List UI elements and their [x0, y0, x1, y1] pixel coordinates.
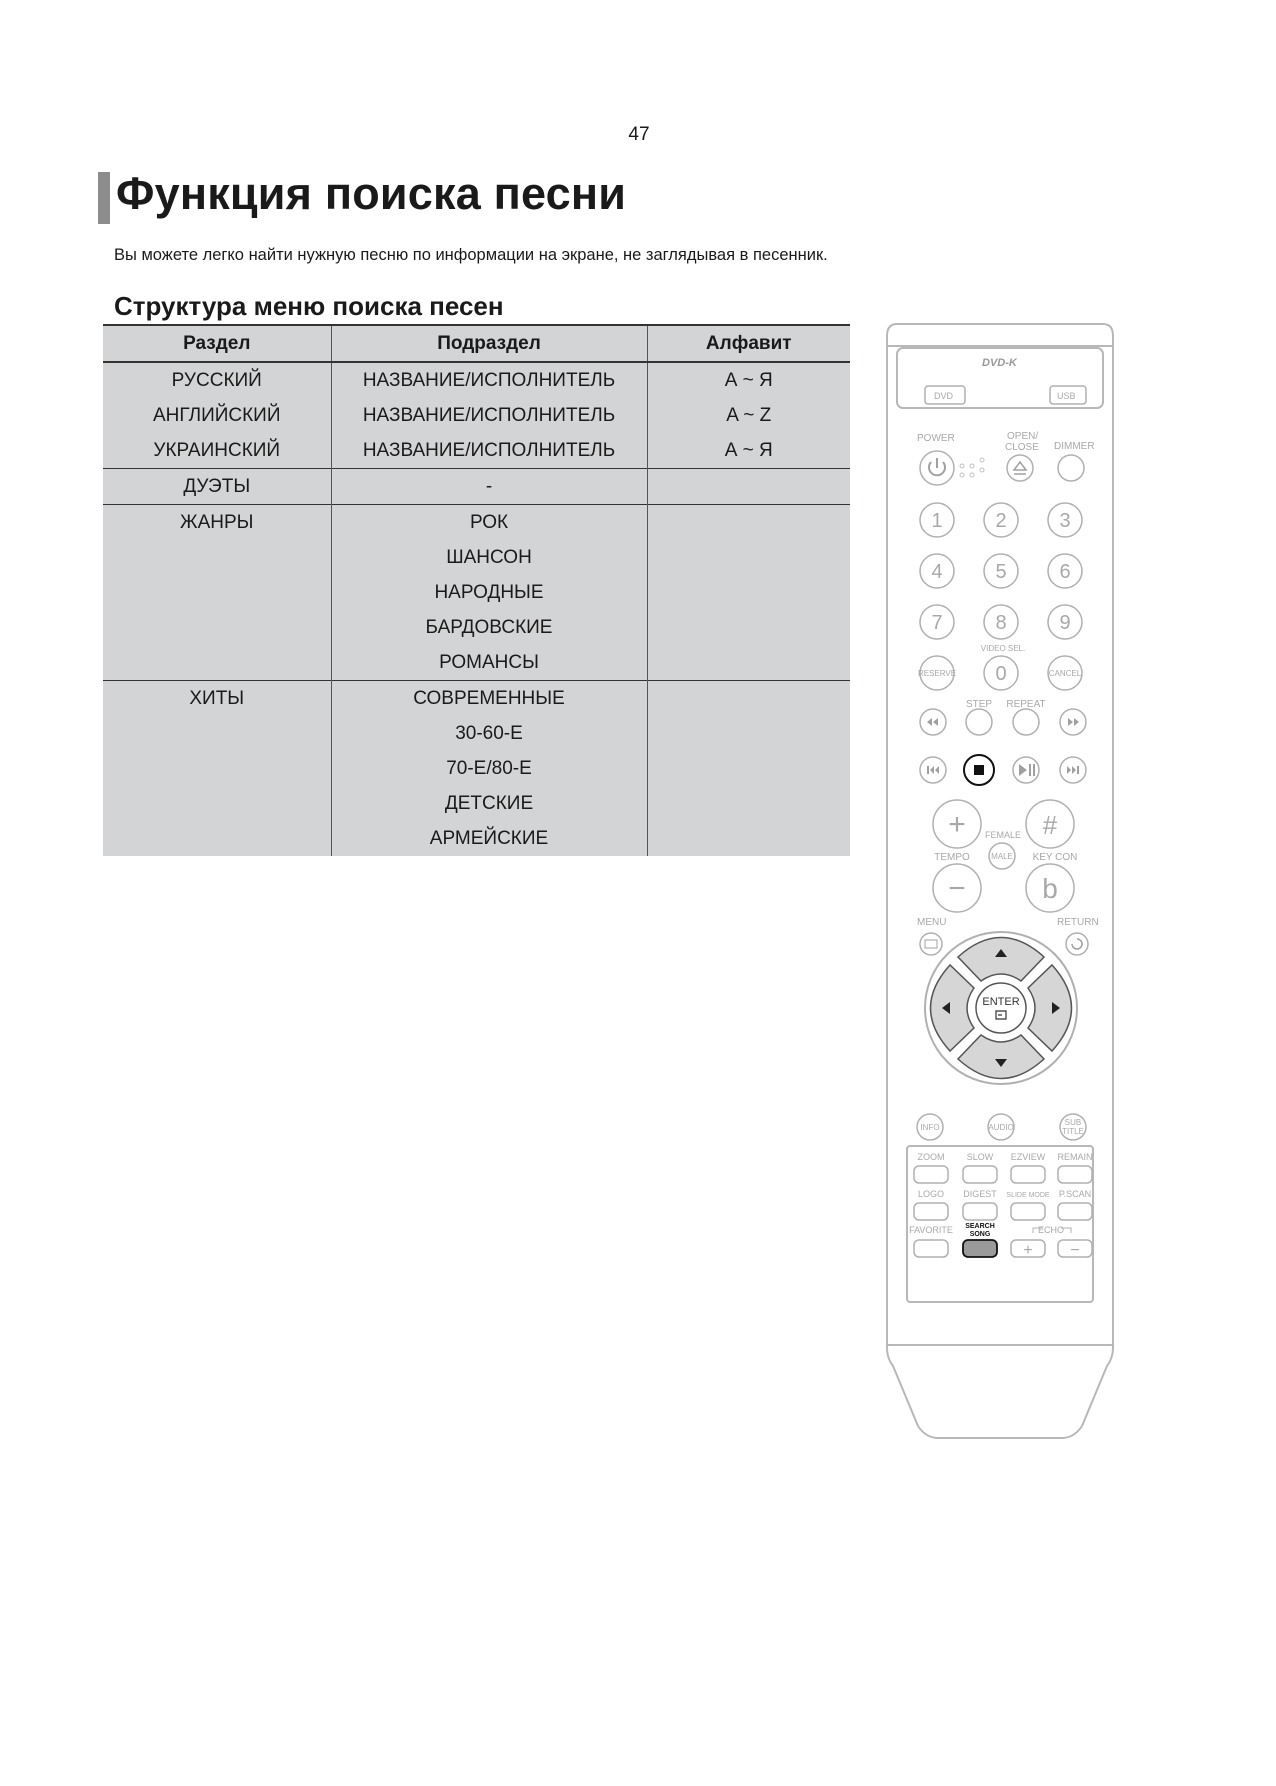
- return-label: RETURN: [1057, 917, 1099, 928]
- section-cell: [103, 505, 331, 681]
- slide-mode-label: SLIDE MODE: [1006, 1192, 1050, 1199]
- header-subsection: Подраздел: [331, 325, 647, 362]
- subsection-cell: [331, 505, 647, 681]
- search-song-label-1: SEARCH: [965, 1223, 995, 1230]
- table-group-languages: [103, 362, 850, 469]
- digit-7-label: 7: [931, 612, 943, 634]
- search-song-label-2: SONG: [969, 1231, 991, 1238]
- slow-button[interactable]: [963, 1166, 997, 1183]
- cancel-label: CANCEL: [1048, 669, 1082, 678]
- remain-label: REMAIN: [1057, 1152, 1093, 1162]
- section-value: РУССКИЙ: [171, 370, 262, 391]
- echo-label: ECHO: [1037, 1225, 1065, 1235]
- pscan-button[interactable]: [1058, 1203, 1092, 1220]
- subsection-cell: [331, 681, 647, 857]
- male-label: MALE: [991, 852, 1013, 861]
- subsection-value: РОМАНСЫ: [439, 652, 539, 673]
- table-group-hits: [103, 681, 850, 857]
- navigation-pad[interactable]: [925, 932, 1077, 1084]
- enter-button[interactable]: [976, 983, 1026, 1033]
- subsection-value: АРМЕЙСКИЕ: [429, 828, 549, 849]
- subsection-value: 30-60-Е: [455, 723, 523, 744]
- ezview-label: EZVIEW: [1010, 1152, 1046, 1162]
- power-icon: [929, 458, 945, 475]
- return-button[interactable]: [1066, 933, 1088, 955]
- page-title: Функция поиска песни: [116, 168, 627, 219]
- echo-minus-label: −: [1070, 1242, 1080, 1259]
- digit-0-label: 0: [995, 663, 1007, 685]
- header-alphabet: Алфавит: [647, 325, 850, 362]
- nav-up-button[interactable]: [958, 938, 1044, 982]
- subsection-value: ШАНСОН: [446, 547, 532, 568]
- subsection-value: НАЗВАНИЕ/ИСПОЛНИТЕЛЬ: [362, 370, 616, 391]
- next-icon: [1067, 766, 1079, 774]
- female-label: FEMALE: [984, 830, 1022, 840]
- open-close-button[interactable]: [1007, 455, 1033, 481]
- table-group-genres: [103, 505, 850, 681]
- subsection-value: НАЗВАНИЕ/ИСПОЛНИТЕЛЬ: [362, 405, 616, 426]
- power-label: POWER: [917, 433, 955, 444]
- repeat-button[interactable]: [1013, 709, 1039, 735]
- alphabet-value: А ~ Я: [724, 370, 773, 391]
- section-cell: [103, 681, 331, 857]
- favorite-label: FAVORITE: [909, 1225, 953, 1235]
- favorite-button[interactable]: [914, 1240, 948, 1257]
- subsection-value: НАРОДНЫЕ: [434, 582, 544, 603]
- nav-down-button[interactable]: [958, 1035, 1044, 1079]
- play-pause-icon: [1019, 764, 1035, 776]
- digit-9-label: 9: [1059, 612, 1071, 634]
- open-close-label-2: CLOSE: [1005, 442, 1039, 453]
- flat-label: b: [1042, 873, 1058, 904]
- search-menu-table: [103, 324, 850, 856]
- table-row: [103, 362, 850, 469]
- zoom-label: ZOOM: [917, 1152, 945, 1162]
- usb-label: USB: [1057, 391, 1076, 401]
- dvd-label: DVD: [934, 391, 954, 401]
- title-accent-bar: [98, 172, 110, 224]
- digest-button[interactable]: [963, 1203, 997, 1220]
- nav-right-button[interactable]: [1028, 965, 1072, 1051]
- nav-left-button[interactable]: [931, 965, 975, 1051]
- subsection-value: ДЕТСКИЕ: [444, 793, 534, 814]
- open-close-label: OPEN/: [1007, 431, 1039, 442]
- subsection-value: -: [485, 476, 493, 497]
- echo-plus-label: +: [1023, 1242, 1033, 1259]
- table-row: [103, 681, 850, 857]
- digit-2-label: 2: [995, 510, 1007, 532]
- slide-mode-button[interactable]: [1011, 1203, 1045, 1220]
- table-group-duets: [103, 469, 850, 505]
- minus-label: −: [948, 872, 966, 905]
- digit-1-label: 1: [931, 510, 943, 532]
- alphabet-value: A ~ Z: [726, 405, 772, 426]
- search-song-button[interactable]: [963, 1240, 997, 1257]
- subtitle-label-2: TITLE: [1062, 1127, 1084, 1136]
- digit-3-label: 3: [1059, 510, 1071, 532]
- remain-button[interactable]: [1058, 1166, 1092, 1183]
- zoom-button[interactable]: [914, 1166, 948, 1183]
- step-label: STEP: [965, 699, 993, 710]
- tempo-label: TEMPO: [934, 852, 970, 863]
- digest-label: DIGEST: [963, 1189, 997, 1199]
- info-label: INFO: [920, 1123, 940, 1132]
- alphabet-cell: [647, 362, 850, 469]
- alphabet-value: А ~ Я: [724, 440, 773, 461]
- alphabet-cell: [647, 469, 850, 505]
- section-cell: [103, 469, 331, 505]
- remote-logo: DVD-K: [982, 357, 1017, 369]
- alphabet-cell: [647, 505, 850, 681]
- section-heading: Структура меню поиска песен: [114, 291, 504, 321]
- audio-label: AUDIO: [988, 1123, 1014, 1132]
- digit-4-label: 4: [931, 561, 943, 583]
- previous-icon: [927, 766, 939, 774]
- subsection-value: 70-Е/80-Е: [446, 758, 532, 779]
- enter-label: ENTER: [982, 996, 1020, 1008]
- key-con-label: KEY CON: [1032, 852, 1078, 863]
- subsection-value: БАРДОВСКИЕ: [425, 617, 553, 638]
- dimmer-label: DIMMER: [1054, 441, 1095, 452]
- eject-icon: [1014, 462, 1026, 474]
- fast-forward-icon: [1068, 718, 1079, 726]
- subsection-cell: [331, 362, 647, 469]
- table-header-row: [103, 325, 850, 362]
- page-number: 47: [628, 124, 650, 145]
- dvd-button[interactable]: [925, 386, 965, 404]
- stop-button[interactable]: [964, 755, 994, 785]
- stop-icon: [974, 765, 984, 775]
- table-row: [103, 505, 850, 681]
- subtitle-label-1: SUB: [1064, 1118, 1082, 1127]
- section-value: ХИТЫ: [189, 688, 245, 709]
- return-icon: [1072, 939, 1082, 949]
- dimmer-button[interactable]: [1058, 455, 1084, 481]
- sharp-label: #: [1042, 810, 1058, 840]
- menu-label: MENU: [917, 917, 947, 928]
- header-section: Раздел: [103, 325, 331, 362]
- subsection-cell: [331, 469, 647, 505]
- subsection-value: НАЗВАНИЕ/ИСПОЛНИТЕЛЬ: [362, 440, 616, 461]
- video-sel-label: VIDEO SEL.: [980, 644, 1026, 653]
- subsection-value: РОК: [469, 512, 509, 533]
- remote-control-illustration: [880, 322, 1120, 1440]
- digit-5-label: 5: [995, 561, 1007, 583]
- section-value: АНГЛИЙСКИЙ: [153, 405, 281, 426]
- power-button[interactable]: [920, 451, 954, 485]
- section-value: ЖАНРЫ: [180, 512, 254, 533]
- digit-8-label: 8: [995, 612, 1007, 634]
- alphabet-cell: [647, 681, 850, 857]
- remote-body-outline: [887, 324, 1113, 1438]
- logo-button[interactable]: [914, 1203, 948, 1220]
- menu-icon: [925, 940, 937, 948]
- section-value: УКРАИНСКИЙ: [153, 440, 281, 461]
- rewind-icon: [927, 718, 938, 726]
- slow-label: SLOW: [966, 1152, 994, 1162]
- subsection-value: СОВРЕМЕННЫЕ: [413, 688, 565, 709]
- plus-label: +: [948, 808, 966, 841]
- pscan-label: P.SCAN: [1058, 1189, 1092, 1199]
- digit-6-label: 6: [1059, 561, 1071, 583]
- section-cell: [103, 362, 331, 469]
- repeat-label: REPEAT: [1006, 699, 1046, 710]
- logo-label: LOGO: [917, 1189, 945, 1199]
- section-value: ДУЭТЫ: [183, 476, 251, 497]
- ezview-button[interactable]: [1011, 1166, 1045, 1183]
- menu-button[interactable]: [920, 933, 942, 955]
- step-button[interactable]: [966, 709, 992, 735]
- reserve-label: RESERVE: [917, 669, 957, 678]
- intro-paragraph: Вы можете легко найти нужную песню по информации на экране, не заглядывая в песенник.: [114, 246, 828, 264]
- table-row: [103, 469, 850, 505]
- usb-button[interactable]: [1050, 386, 1086, 404]
